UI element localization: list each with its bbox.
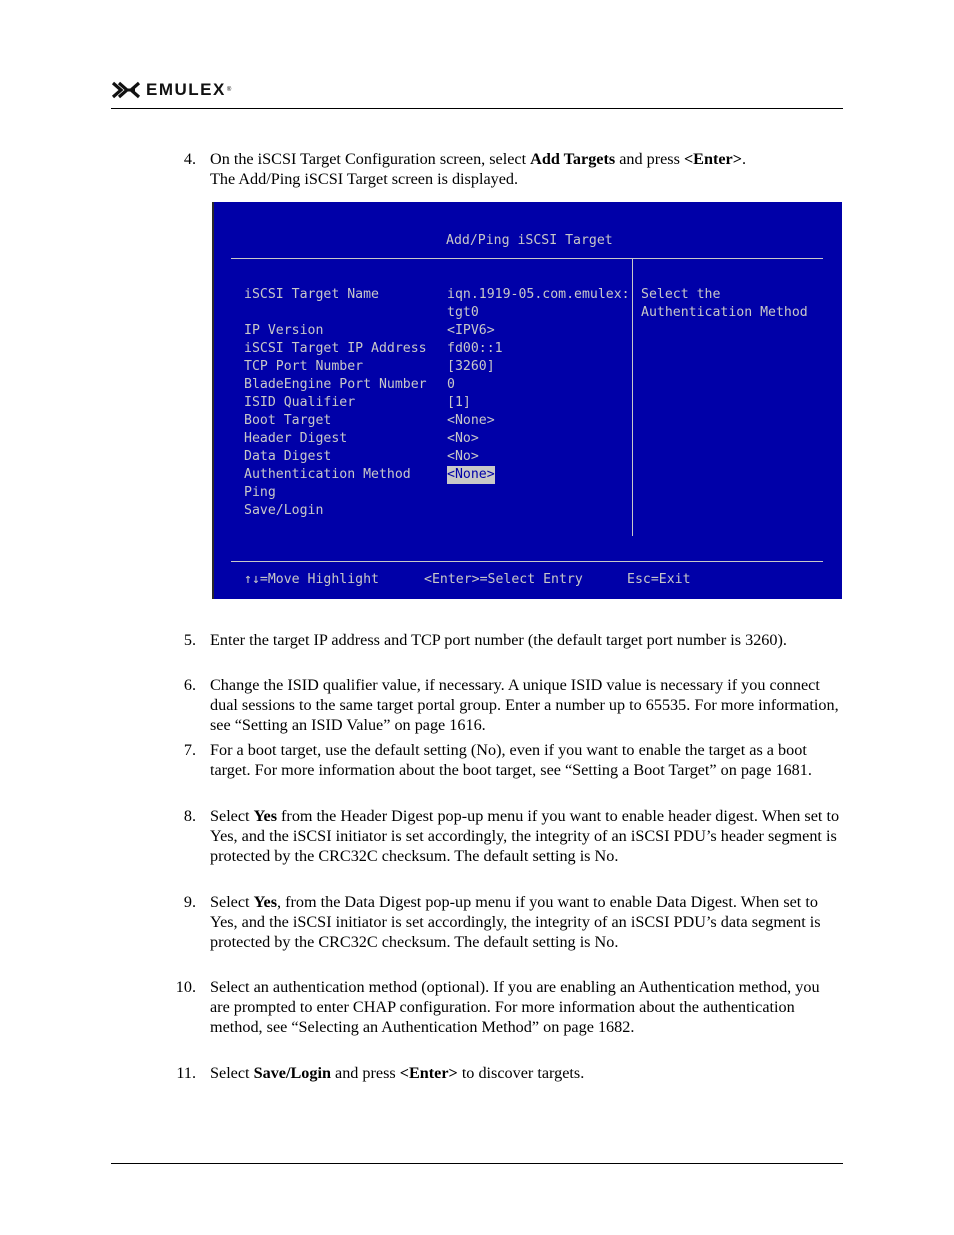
- footer-rule: [111, 1163, 843, 1164]
- step-number: 11.: [176, 1064, 196, 1082]
- step-text: Select an authentication method (optional). If you are enabling an Authentication method, you are prompted to enter CHAP configuration. For more information about the authentication method, see “Selecting an Authentication Method” on page 1682.: [210, 978, 820, 1037]
- bios-value: <No>: [447, 431, 479, 446]
- bios-footer-exit: Esc=Exit: [627, 572, 691, 587]
- bios-title: Add/Ping iSCSI Target: [446, 233, 613, 248]
- trademark-symbol: ®: [226, 87, 232, 93]
- bios-value: [3260]: [447, 359, 495, 374]
- step-text: For a boot target, use the default setting (No), even if you want to enable the target as a boot target. For more information about the boot target, see “Setting a Boot Target” on page 1681.: [210, 741, 812, 780]
- step-number: 5.: [183, 631, 196, 649]
- step-number: 8.: [183, 807, 196, 825]
- step-number: 10.: [175, 978, 196, 996]
- step-text: Change the ISID qualifier value, if necessary. A unique ISID value is necessary if you connect dual sessions to the same target portal group. Enter a number up to 65535. For more information, see “Setting an ISID Value” on page 1616.: [210, 676, 839, 735]
- bios-value: <None>: [447, 413, 495, 428]
- step-number: 6.: [183, 676, 196, 694]
- step-text: Select Yes from the Header Digest pop-up menu if you want to enable header digest. When set to Yes, and the iSCSI initiator is set accordingly, the integrity of an iSCSI PDU’s header segment is protected by the CRC32C checksum. The default setting is No.: [210, 807, 840, 866]
- bios-label: ISID Qualifier: [244, 395, 356, 410]
- bios-help-text: Select the: [641, 287, 721, 302]
- step-text: Select Yes, from the Data Digest pop-up menu if you want to enable Data Digest. When set to Yes, and the iSCSI initiator is set accordingly, the integrity of an iSCSI PDU’s data segment is protected by the CRC32C checksum. The default setting is No.: [210, 893, 821, 952]
- header-rule: [111, 108, 843, 109]
- bios-value: <No>: [447, 449, 479, 464]
- emulex-logo-icon: [111, 81, 141, 99]
- step-text: On the iSCSI Target Configuration screen, select Add Targets and press <Enter>. The Add/Ping iSCSI Target screen is displayed.: [210, 150, 747, 189]
- bios-footer-move: ↑↓=Move Highlight: [244, 572, 379, 587]
- bios-label: TCP Port Number: [244, 359, 364, 374]
- bios-divider: [632, 258, 633, 536]
- bios-label: BladeEngine Port Number: [244, 377, 427, 392]
- bios-value: 0: [447, 377, 455, 392]
- bios-label: Data Digest: [244, 449, 332, 464]
- bios-footer-select: <Enter>=Select Entry: [424, 572, 583, 587]
- bios-label: Header Digest: [244, 431, 348, 446]
- bios-label: Ping: [244, 485, 276, 500]
- bios-label: Save/Login: [244, 503, 324, 518]
- bios-label: iSCSI Target IP Address: [244, 341, 427, 356]
- bios-value: <IPV6>: [447, 323, 495, 338]
- bios-label: Boot Target: [244, 413, 332, 428]
- page-header: [111, 80, 231, 100]
- bios-label: iSCSI Target Name: [244, 287, 379, 302]
- bios-value: [1]: [447, 395, 471, 410]
- step-number: 9.: [183, 893, 196, 911]
- bios-value-highlighted: <None>: [447, 467, 495, 482]
- bios-value: iqn.1919-05.com.emulex:: [447, 287, 630, 302]
- step-text: Enter the target IP address and TCP port number (the default target port number is 3260).: [210, 631, 787, 649]
- step-text: Select Save/Login and press <Enter> to discover targets.: [210, 1064, 585, 1082]
- bios-label: IP Version: [244, 323, 324, 338]
- bios-screenshot: [212, 202, 842, 599]
- step-number: 4.: [183, 150, 196, 168]
- bios-label: Authentication Method: [244, 467, 411, 482]
- bios-value: tgt0: [447, 305, 479, 320]
- step-number: 7.: [183, 741, 196, 759]
- bios-help-text: Authentication Method: [641, 305, 808, 320]
- bios-title-rule: [231, 258, 823, 259]
- bios-value: fd00::1: [447, 341, 503, 356]
- bios-footer-rule: [231, 561, 823, 562]
- brand-name: EMULEX: [146, 80, 226, 99]
